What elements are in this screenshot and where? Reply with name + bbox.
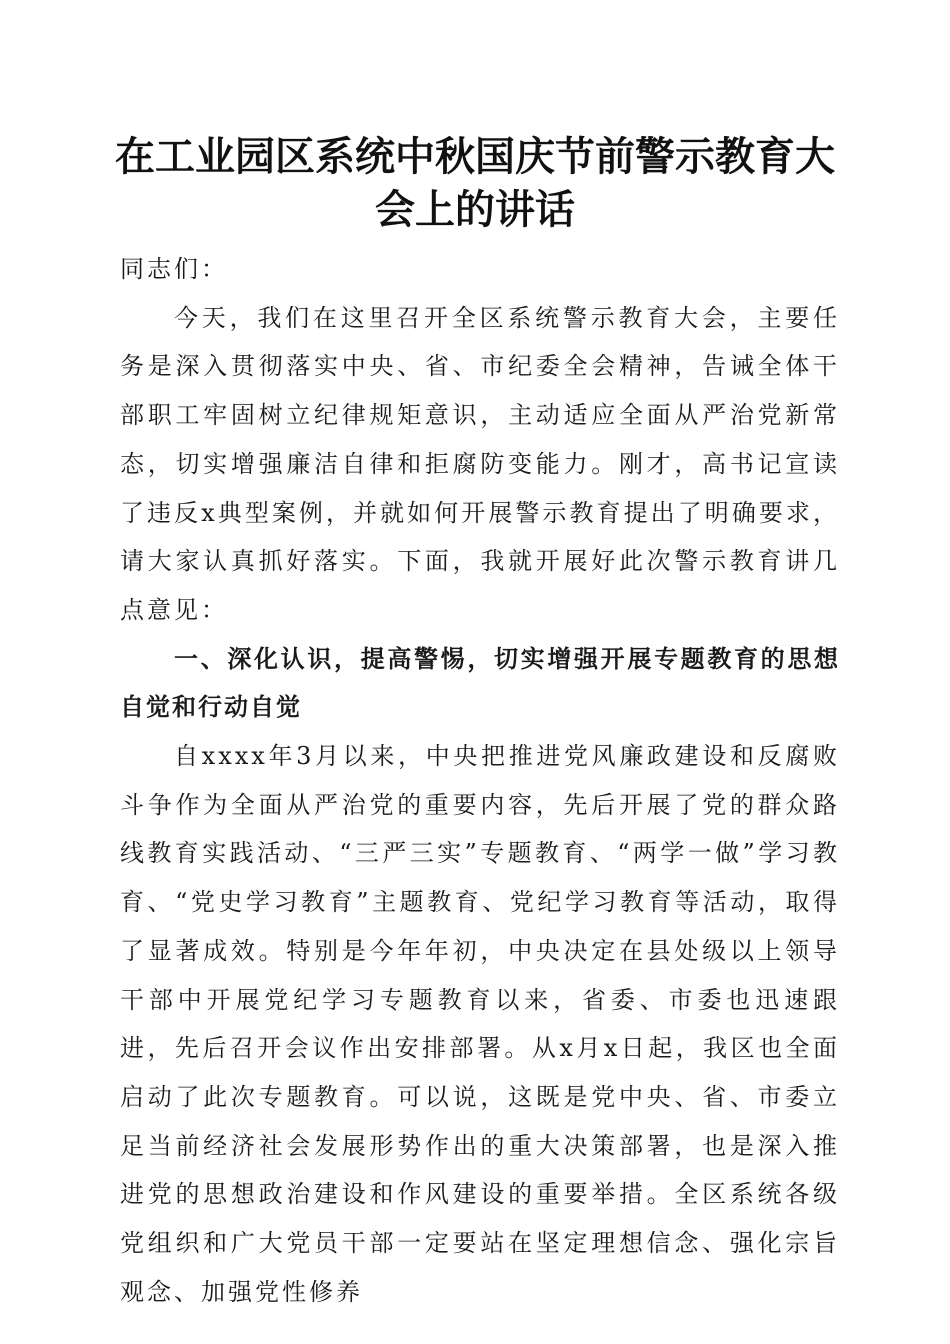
body-paragraph-section-1: 自xxxx年3月以来，中央把推进党风廉政建设和反腐败斗争作为全面从严治党的重要内容，先后开展了党的群众路线教育实践活动、“三严三实”专题教育、“两学一做”学习教育、“党史学习教育”主题教育、党纪学习教育等活动，取得了显著成效。特别是今年年初，中央决定在县处级以上领导干部中开展党纪学习专题教育以来，省委、市委也迅速跟进，先后召开会议作出安排部署。从x月x日起，我区也全面启动了此次专题教育。可以说，这既是党中央、省、市委立足当前经济社会发展形势作出的重大决策部署，也是深入推进党的思想政治建设和作风建设的重要举措。全区系统各级党组织和广大党员干部一定要站在坚定理想信念、强化宗旨观念、加强党性修养: [120, 742, 840, 1306]
document-body: [120, 245, 840, 1316]
section-heading: 一、深化认识，提高警惕，切实增强开展专题教育的思想自觉和行动自觉: [120, 644, 840, 722]
body-paragraph-intro: 今天，我们在这里召开全区系统警示教育大会，主要任务是深入贯彻落实中央、省、市纪委全会精神，告诫全体干部职工牢固树立纪律规矩意识，主动适应全面从严治党新常态，切实增强廉洁自律和拒腐防变能力。刚才，高书记宣读了违反x典型案例，并就如何开展警示教育提出了明确要求，请大家认真抓好落实。下面，我就开展好此次警示教育讲几点意见：: [120, 303, 840, 624]
document-title: 在工业园区系统中秋国庆节前警示教育大会上的讲话: [115, 133, 835, 233]
salutation: 同志们：: [120, 255, 228, 283]
